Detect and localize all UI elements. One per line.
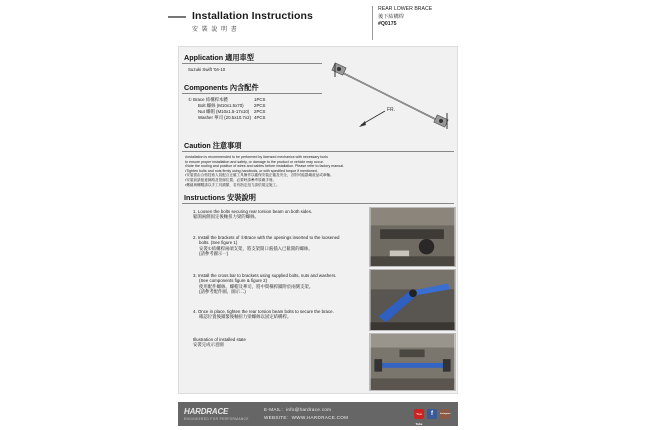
vehicle-name: Suzuki Swift '04-10 — [188, 67, 226, 72]
application-divider — [182, 63, 322, 64]
step-text-cn-cont: (請參考配件圖、圖示二) — [199, 289, 246, 295]
caution-heading: Caution 注意事項 — [184, 141, 242, 150]
component-qty: 1PCS — [254, 97, 266, 102]
component-qty: 2PCS — [254, 109, 266, 114]
step-text-en: 4. Once in place, tighten the rear torsion beam bolts to secure the brace. — [193, 309, 334, 314]
caution-line: •螺絲與螺帽請以手工具鎖緊，若有指定扭力請依規定施工。 — [185, 182, 280, 187]
brace-drawing — [332, 63, 448, 129]
step-text-cn: 鬆開兩側固定後軸扭力梁的螺絲。 — [193, 214, 259, 220]
caution-line: •Tighten bolts and nuts firmly using handtools, or with specified torque if mentioned. — [185, 168, 318, 173]
page-subtitle: 安 裝 說 明 書 — [192, 27, 238, 33]
header-accent-line — [168, 16, 186, 18]
website-link[interactable]: WWW.HARDRACE.COM — [291, 415, 349, 420]
photo-step-2 — [369, 269, 456, 331]
application-heading: Application 適用車型 — [184, 53, 254, 62]
instruction-sheet — [168, 6, 474, 426]
brand-text: HARDRACE — [184, 407, 229, 416]
page-title: Installation Instructions — [192, 10, 313, 22]
part-number: #Q0175 — [378, 21, 397, 27]
product-info — [372, 6, 474, 40]
component-name: Nut 螺帽 (M10x1.5-17x10) — [198, 109, 250, 114]
caution-divider — [182, 151, 454, 152]
brace-diagram — [329, 53, 457, 143]
website-label: WEBSITE： — [264, 415, 292, 420]
step-text-en: 3. Install the cross bar to brackets using supplied bolts, nuts and washers. — [193, 273, 337, 278]
instructions-divider — [182, 203, 454, 204]
step-text-cn: 確認位置後鎖緊後軸扭力梁螺絲以固定結構桿。 — [199, 314, 292, 320]
step-3 — [193, 273, 353, 295]
illustration-caption-cn: 安裝完成示意圖 — [193, 342, 224, 348]
photo-installed — [369, 333, 456, 391]
component-name: Washer 華司 (20.5x10.7x2) — [198, 115, 252, 120]
components-divider — [182, 93, 322, 94]
content-panel — [178, 46, 458, 394]
step-text-cn-cont: (請參考圖示一) — [199, 251, 229, 257]
step-text-cn: 使用配件螺絲、螺帽及華司，將中間橫桿鎖附於兩側支架。 — [199, 283, 314, 289]
brand-tagline: ENGINEERED FOR PERFORMANCE — [184, 417, 249, 421]
instagram-icon[interactable]: Instagram — [440, 409, 450, 419]
illustration-caption-en: Illustration of installed state — [193, 337, 246, 342]
header-left — [168, 6, 368, 40]
caution-line: to ensure proper installation and safety, or damage to the product or vehicle may occur. — [185, 159, 324, 164]
caution-line: •安裝需由合格技術人員配合正確工具操作以確保安裝正確及安全，否則可能損壞產品或車輛。 — [185, 173, 334, 178]
direction-label: FR. — [387, 107, 396, 113]
footer-email — [264, 407, 331, 413]
photo-step-1 — [369, 207, 456, 267]
component-qty: 2PCS — [254, 103, 266, 108]
brand-logo — [184, 407, 228, 416]
footer — [178, 402, 458, 426]
component-name: Bolt 螺絲 (M10x1.5x70) — [198, 103, 244, 108]
product-name: REAR LOWER BRACE — [378, 6, 433, 12]
step-text-en-cont: bolts. (See figure 1) — [199, 240, 238, 246]
caution-line: •Note the routing and position of wires and cables before installation. Please refer to factory manual. — [185, 164, 345, 169]
youtube-icon[interactable]: You Tube — [414, 409, 424, 419]
step-text-cn: 安裝①結構桿兩端支架，將支架開口處插入已鬆開的螺絲。 — [199, 245, 313, 251]
product-name-cn: 後下結構桿 — [378, 13, 404, 20]
component-qty: 4PCS — [254, 115, 266, 120]
components-heading: Components 內含配件 — [184, 83, 259, 92]
caution-text — [185, 155, 453, 187]
step-text-en: 2. Install the brackets of ①Brace with the openings inserted to the loosened — [193, 235, 340, 240]
illustration-caption — [193, 337, 353, 348]
caution-line: •安裝前請留意線路及管線位置，必要時請參考原廠手冊。 — [185, 177, 277, 182]
caution-line: •Installation is recommended to be performed by licensed mechanics with necessary tools — [185, 155, 328, 159]
instructions-heading: Instructions 安裝說明 — [184, 193, 256, 202]
facebook-icon[interactable]: f — [427, 409, 437, 419]
step-4 — [193, 309, 353, 320]
component-name: ① Brace 結構桿本體 — [188, 97, 228, 102]
step-1 — [193, 209, 353, 220]
direction-arrow — [359, 111, 385, 127]
step-text-en-cont: (See components figure & figure 2) — [199, 278, 268, 284]
email-label: E-MAIL： — [264, 407, 287, 412]
email-link[interactable]: info@hardrace.com — [286, 407, 332, 412]
step-text-en: 1. Loosen the bolts securing rear torsion beam on both sides. — [193, 209, 313, 214]
footer-website — [264, 415, 348, 421]
step-2 — [193, 235, 353, 257]
